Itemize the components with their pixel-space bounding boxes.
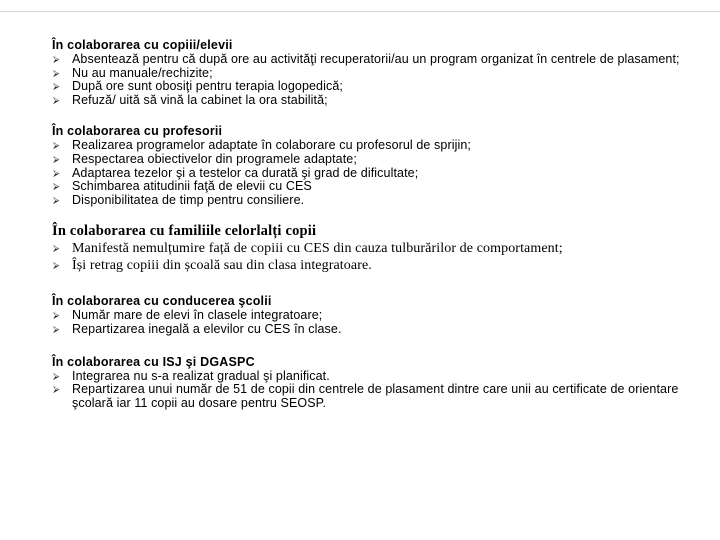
list-item: ⮚ Nu au manuale/rechizite; <box>53 65 213 80</box>
section-isj-dgaspc <box>52 355 702 411</box>
list-item: ⮚ Integrarea nu s-a realizat gradual şi planificat. <box>53 368 330 383</box>
list-item: ⮚ Manifestă nemulțumire față de copiii cu CES din cauza tulburărilor de comportament; <box>53 241 563 257</box>
bullet-list <box>52 309 702 336</box>
arrowhead-bullet-icon: ⮚ <box>53 370 60 381</box>
list-item: ⮚ Număr mare de elevi în clasele integratoare; <box>53 308 323 323</box>
section-heading: În colaborarea cu ISJ şi DGASPC <box>52 354 255 369</box>
list-item: ⮚ Repartizarea unui număr de 51 de copii din centrele de plasament dintre care unii au certificate de orientare şcolară iar 11 copii au dosare pentru SEOSP. <box>53 382 679 410</box>
bullet-list <box>52 53 702 107</box>
arrowhead-bullet-icon: ⮚ <box>53 181 60 192</box>
arrowhead-bullet-icon: ⮚ <box>53 260 60 271</box>
arrowhead-bullet-icon: ⮚ <box>53 153 60 164</box>
list-item: ⮚ Respectarea obiectivelor din programele adaptate; <box>53 151 357 166</box>
arrowhead-bullet-icon: ⮚ <box>53 384 60 395</box>
document-body <box>52 38 702 410</box>
list-item: ⮚ Schimbarea atitudinii faţă de elevii cu CES <box>53 179 312 194</box>
list-item: ⮚ Absentează pentru că după ore au activităţi recuperatorii/au un program organizat în centrele de plasament; <box>53 52 680 66</box>
arrowhead-bullet-icon: ⮚ <box>53 323 60 334</box>
top-divider <box>0 0 720 12</box>
list-item: ⮚ Își retrag copiii din școală sau din clasa integratoare. <box>53 258 372 274</box>
list-item: ⮚ După ore sunt obosiţi pentru terapia logopedică; <box>53 79 343 94</box>
list-item: ⮚ Refuză/ uită să vină la cabinet la ora stabilită; <box>53 92 328 107</box>
bullet-list <box>52 139 702 207</box>
list-item: ⮚ Adaptarea tezelor şi a testelor ca durată şi grad de dificultate; <box>53 165 419 180</box>
section-school-management <box>52 294 702 336</box>
section-students <box>52 38 702 107</box>
section-heading: În colaborarea cu conducerea şcolii <box>52 294 272 309</box>
arrowhead-bullet-icon: ⮚ <box>53 140 60 151</box>
section-heading: În colaborarea cu copiii/elevii <box>52 38 233 52</box>
arrowhead-bullet-icon: ⮚ <box>53 167 60 178</box>
section-families <box>52 223 702 274</box>
section-heading: În colaborarea cu familiile celorlalți copii <box>52 223 317 240</box>
list-item: ⮚ Repartizarea inegală a elevilor cu CES în clase. <box>53 321 342 336</box>
arrowhead-bullet-icon: ⮚ <box>53 194 60 205</box>
list-item: ⮚ Disponibilitatea de timp pentru consiliere. <box>53 192 305 207</box>
arrowhead-bullet-icon: ⮚ <box>53 67 60 78</box>
bullet-list <box>52 240 702 274</box>
arrowhead-bullet-icon: ⮚ <box>53 94 60 105</box>
list-item: ⮚ Realizarea programelor adaptate în colaborare cu profesorul de sprijin; <box>53 138 471 153</box>
section-heading: În colaborarea cu profesorii <box>52 124 223 139</box>
arrowhead-bullet-icon: ⮚ <box>53 81 60 92</box>
arrowhead-bullet-icon: ⮚ <box>53 310 60 321</box>
section-teachers <box>52 124 702 207</box>
arrowhead-bullet-icon: ⮚ <box>53 54 60 64</box>
bullet-list <box>52 370 702 411</box>
arrowhead-bullet-icon: ⮚ <box>53 243 60 254</box>
